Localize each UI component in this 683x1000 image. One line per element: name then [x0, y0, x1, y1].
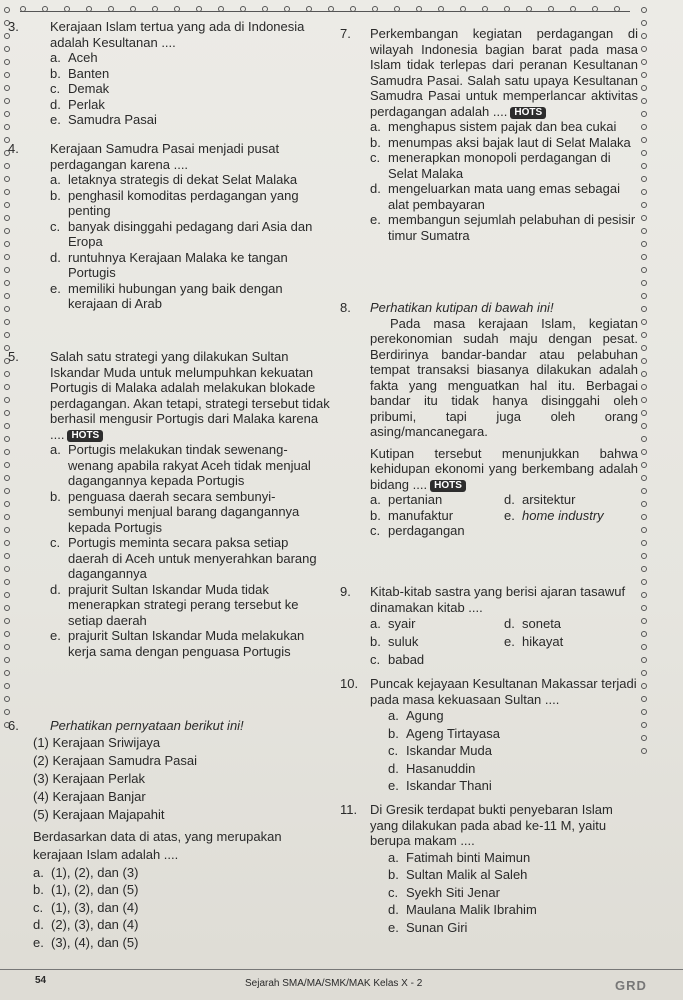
option-text: banyak disinggahi pedagang dari Asia dan Eropa [68, 218, 313, 249]
question-body: Salah satu strategi yang dilakukan Sultan Iskandar Muda untuk melumpuhkan kekuatan Portugis di Malaka adalah melakukan blokade perdagangan. Akan tetapi, strategi tersebut tidak berhasil mengusir Portugis dari Malaka karena .... [50, 349, 330, 442]
ring-dot [86, 6, 92, 12]
option-label: d. [50, 249, 61, 265]
option-text: Sultan Malik al Saleh [406, 867, 528, 882]
option[interactable] [8, 582, 330, 629]
question-number: 10. [340, 676, 359, 691]
question-body: Perkembangan kegiatan perdagangan di wilayah Indonesia bagian barat pada masa Islam tidak terlepas dari peranan Kesultanan Samudra Pasai. Salah satu upaya Kesultanan Samudra Pasai untuk memperlancar aktivitas perdagangan adalah .... [370, 26, 638, 119]
ring-dot [641, 202, 647, 208]
option[interactable] [388, 777, 638, 795]
option[interactable] [504, 492, 638, 508]
book-title: Sejarah SMA/MA/SMK/MAK Kelas X - 2 [245, 978, 423, 989]
option-text: syair [388, 616, 416, 631]
ring-dot [641, 72, 647, 78]
option-text: Sunan Giri [406, 919, 468, 935]
option-text: runtuhnya Kerajaan Malaka ke tangan Portugis [68, 249, 288, 280]
option-label: c. [388, 884, 399, 900]
ring-dot [641, 527, 647, 533]
footer-divider [0, 969, 683, 970]
option-text: Iskandar Muda [406, 743, 492, 758]
ring-dot [641, 748, 647, 754]
ring-dot [284, 6, 290, 12]
ring-dot [306, 6, 312, 12]
option-label: b. [33, 882, 44, 897]
option-label: e. [504, 507, 515, 523]
binding-rings-right [640, 0, 654, 754]
ring-dot [4, 332, 10, 338]
question-text: Perhatikan kutipan di bawah ini! [370, 300, 554, 315]
option-grid [370, 615, 638, 669]
passage: Pada masa kerajaan Islam, kegiatan perekonomian sudah maju dengan pesat. Berdirinya bandar-bandar atau pelabuhan tempat transaksi biasanya dilakukan adalah fakta yang menguatkan hal itu. Berbagai bandar itu tidak hanya disinggahi oleh pribumi, tapi juga oleh orang asing/mancanegara. [370, 315, 638, 439]
option[interactable] [8, 442, 330, 489]
prompt-text: Kutipan tersebut menunjukkan bahwa kehidupan ekonomi yang berkembang adalah bidang .... [370, 445, 638, 492]
option-label: b. [388, 867, 399, 882]
option-text: mengeluarkan mata uang emas sebagai alat pembayaran [388, 181, 620, 212]
ring-dot [641, 488, 647, 494]
option-text: memiliki hubungan yang baik dengan kerajaan di Arab [68, 280, 283, 311]
option[interactable] [8, 535, 330, 582]
option[interactable] [370, 615, 504, 633]
option[interactable] [504, 508, 638, 524]
question-text [50, 349, 330, 442]
ring-dot [641, 501, 647, 507]
option[interactable] [33, 916, 328, 934]
question-text: Puncak kejayaan Kesultanan Makassar terjadi pada masa kekuasaan Sultan .... [370, 676, 637, 707]
option-text: manufaktur [388, 507, 454, 523]
ring-dot [641, 241, 647, 247]
question-8 [340, 300, 638, 539]
ring-dot [641, 124, 647, 130]
option[interactable] [340, 212, 638, 243]
option-text: Perlak [68, 96, 105, 112]
option[interactable] [50, 81, 326, 97]
option[interactable] [388, 901, 640, 919]
option-label: a. [33, 864, 44, 880]
option[interactable] [50, 50, 326, 66]
ring-dot [4, 696, 10, 702]
question-number: 4. [8, 141, 19, 156]
ring-dot [108, 6, 114, 12]
ring-dot [262, 6, 268, 12]
ring-dot [641, 670, 647, 676]
ring-dot [641, 137, 647, 143]
ring-dot [614, 6, 620, 12]
option[interactable] [388, 919, 640, 937]
ring-dot [641, 85, 647, 91]
option-text: (1), (3), dan (4) [51, 899, 139, 915]
ring-dot [641, 228, 647, 234]
ring-dot [641, 332, 647, 338]
option-text: hikayat [522, 634, 564, 649]
question-11 [340, 802, 640, 936]
option-label: e. [388, 778, 399, 793]
ring-dot [641, 462, 647, 468]
option[interactable] [504, 615, 638, 633]
ring-dot [641, 267, 647, 273]
option-label: a. [50, 442, 61, 457]
option-label: a. [388, 849, 399, 865]
question-4 [8, 141, 328, 312]
ring-dot [641, 631, 647, 637]
option-label: d. [504, 616, 515, 631]
option-label: a. [50, 172, 61, 187]
ring-dot [416, 6, 422, 12]
option-text: arsitektur [522, 492, 576, 507]
option-text: Banten [68, 65, 110, 81]
option-text: menerapkan monopoli perdagangan di Selat Malaka [388, 150, 611, 181]
option-label: e. [33, 934, 44, 950]
ring-dot [218, 6, 224, 12]
option-label: a. [370, 492, 381, 507]
option-text: (1), (2), dan (3) [51, 864, 139, 880]
option-label: d. [33, 917, 44, 932]
option-label: d. [50, 96, 61, 112]
option-text: Hasanuddin [406, 760, 476, 776]
option[interactable] [33, 899, 328, 917]
ring-dot [641, 683, 647, 689]
ring-dot [641, 189, 647, 195]
option-text: Fatimah binti Maimun [406, 849, 531, 865]
ring-dot [152, 6, 158, 12]
option-label: d. [370, 181, 381, 196]
option-text: babad [388, 652, 425, 667]
ring-dot [641, 358, 647, 364]
ring-dot [641, 592, 647, 598]
option-list [33, 864, 328, 952]
option-label: c. [388, 743, 399, 758]
question-text: Di Gresik terdapat bukti penyebaran Islam yang dilakukan pada abad ke-11 M, yaitu berupa makam .... [370, 802, 613, 848]
ring-dot [641, 644, 647, 650]
option-text: soneta [522, 616, 562, 631]
ring-dot [641, 449, 647, 455]
ring-dot [641, 59, 647, 65]
option-label: a. [388, 708, 399, 723]
option[interactable] [8, 188, 328, 219]
ring-dot [641, 215, 647, 221]
ring-dot [641, 657, 647, 663]
option[interactable] [33, 881, 328, 899]
option-label: d. [388, 760, 399, 776]
option-label: d. [504, 492, 515, 507]
option-text: penghasil komoditas perdagangan yang penting [68, 187, 299, 218]
option[interactable] [340, 119, 638, 135]
option[interactable] [388, 742, 638, 760]
option-text: membangun sejumlah pelabuhan di pesisir timur Sumatra [388, 212, 636, 243]
option-text: prajurit Sultan Iskandar Muda melakukan kerja sama dengan penguasa Portugis [68, 628, 305, 659]
question-prompt [370, 446, 638, 493]
ring-dot [641, 696, 647, 702]
ring-dot [641, 423, 647, 429]
binding-rings-top [20, 6, 640, 16]
option[interactable] [8, 219, 328, 250]
option-text: menumpas aksi bajak laut di Selat Malaka [388, 134, 631, 150]
option-label: b. [50, 187, 61, 203]
question-text: Kitab-kitab sastra yang berisi ajaran tasawuf dinamakan kitab .... [370, 584, 626, 615]
option-label: a. [370, 616, 381, 631]
ring-dot [4, 7, 10, 13]
ring-dot [641, 176, 647, 182]
option-label: b. [388, 725, 399, 741]
option[interactable] [340, 181, 638, 212]
ring-dot [641, 514, 647, 520]
option[interactable] [388, 725, 638, 743]
ring-dot [174, 6, 180, 12]
question-text: Perhatikan pernyataan berikut ini! [50, 718, 244, 733]
option-label: c. [370, 523, 381, 538]
question-number: 8. [340, 300, 351, 315]
question-number: 11. [340, 802, 358, 817]
ring-dot [130, 6, 136, 12]
option[interactable] [8, 281, 328, 312]
ring-dot [641, 709, 647, 715]
option-text: Agung [406, 708, 444, 723]
ring-dot [504, 6, 510, 12]
option-label: c. [33, 899, 44, 915]
option[interactable] [33, 864, 328, 882]
ring-dot [641, 553, 647, 559]
option[interactable] [50, 66, 326, 82]
option-label: e. [388, 919, 399, 935]
option-text: Iskandar Thani [406, 778, 492, 793]
ring-dot [641, 397, 647, 403]
question-number: 5. [8, 349, 19, 364]
question-prompt: Berdasarkan data di atas, yang merupakan kerajaan Islam adalah .... [33, 828, 282, 862]
option-text: Syekh Siti Jenar [406, 884, 500, 900]
option[interactable] [8, 172, 328, 188]
option-text: letaknya strategis di dekat Selat Malaka [68, 172, 298, 187]
question-text: Kerajaan Islam tertua yang ada di Indonesia adalah Kesultanan .... [50, 19, 305, 50]
option[interactable] [50, 112, 326, 128]
ring-dot [641, 410, 647, 416]
option[interactable] [370, 492, 504, 508]
ring-dot [570, 6, 576, 12]
ring-dot [641, 7, 647, 13]
question-5 [8, 349, 330, 659]
option[interactable] [370, 651, 504, 669]
option-text: Portugis meminta secara paksa setiap daerah di Aceh untuk menyerahkan barang dagangannya [68, 535, 317, 581]
option-text: menghapus sistem pajak dan bea cukai [388, 119, 617, 134]
option-text: (1), (2), dan (5) [51, 882, 139, 897]
option[interactable] [388, 866, 640, 884]
question-number: 3. [8, 19, 19, 34]
ring-dot [641, 605, 647, 611]
ring-dot [372, 6, 378, 12]
ring-dot [328, 6, 334, 12]
option-label: a. [370, 119, 381, 134]
option[interactable] [50, 97, 326, 113]
page-number: 54 [35, 975, 47, 986]
hots-badge: HOTS [510, 107, 546, 119]
ring-dot [20, 6, 26, 12]
option-text: perdagangan [388, 523, 465, 538]
option[interactable] [388, 884, 640, 902]
option-text: prajurit Sultan Iskandar Muda tidak menerapkan strategi perang tersebut ke setiap daerah [68, 581, 299, 628]
ring-dot [548, 6, 554, 12]
option-label: e. [50, 628, 61, 643]
hots-badge: HOTS [430, 480, 466, 492]
option[interactable] [388, 707, 638, 725]
ring-dot [460, 6, 466, 12]
ring-dot [4, 683, 10, 689]
question-text: Kerajaan Samudra Pasai menjadi pusat perdagangan karena .... [50, 141, 280, 172]
option-text: pertanian [388, 492, 443, 507]
option-label: b. [370, 134, 381, 150]
ring-dot [641, 20, 647, 26]
ring-dot [641, 722, 647, 728]
ring-dot [641, 579, 647, 585]
option-text: penguasa daerah secara sembunyi-sembunyi menjual barang dagangannya kepada Portugis [68, 488, 300, 535]
option-list [388, 707, 638, 795]
option[interactable] [370, 633, 504, 651]
hots-badge: HOTS [67, 430, 103, 442]
option[interactable] [504, 633, 638, 651]
option-text: Maulana Malik Ibrahim [406, 902, 537, 917]
question-text [370, 26, 638, 119]
option-label: b. [50, 65, 61, 81]
ring-dot [641, 566, 647, 572]
option-label: b. [50, 488, 61, 504]
ring-dot [4, 670, 10, 676]
question-9 [340, 584, 638, 669]
ring-dot [641, 111, 647, 117]
statement: (4) Kerajaan Banjar [33, 788, 146, 804]
ring-dot [641, 475, 647, 481]
ring-dot [42, 6, 48, 12]
option[interactable] [8, 250, 328, 281]
option[interactable] [8, 628, 330, 659]
ring-dot [641, 46, 647, 52]
ring-dot [641, 735, 647, 741]
ring-dot [641, 98, 647, 104]
ring-dot [641, 618, 647, 624]
ring-dot [641, 306, 647, 312]
ring-dot [641, 319, 647, 325]
option-text: Portugis melakukan tindak sewenang-wenang apabila rakyat Aceh tidak menjual dagangannya kepada Portugis [68, 442, 311, 488]
option-label: c. [50, 218, 61, 234]
option-text: (2), (3), dan (4) [51, 917, 139, 932]
ring-dot [64, 6, 70, 12]
option-label: e. [50, 112, 61, 127]
publisher-logo: GRD [615, 978, 647, 993]
ring-dot [394, 6, 400, 12]
option-text: (3), (4), dan (5) [51, 934, 139, 950]
option[interactable] [8, 489, 330, 536]
option-label: b. [370, 634, 381, 649]
ring-dot [641, 540, 647, 546]
ring-dot [4, 709, 10, 715]
option-text: suluk [388, 634, 419, 649]
question-number: 9. [340, 584, 351, 599]
option[interactable] [370, 523, 504, 539]
option-label: b. [370, 507, 381, 523]
option-label: c. [370, 150, 381, 165]
option[interactable] [33, 934, 328, 952]
statement: (5) Kerajaan Majapahit [33, 806, 165, 822]
ring-dot [641, 33, 647, 39]
ring-dot [240, 6, 246, 12]
option-label: c. [50, 81, 61, 96]
option-label: e. [50, 280, 61, 296]
option[interactable] [388, 849, 640, 867]
ring-dot [641, 384, 647, 390]
question-6 [8, 718, 328, 951]
option[interactable] [370, 508, 504, 524]
option-label: e. [370, 212, 381, 227]
option-text: Samudra Pasai [68, 112, 157, 127]
option-text: home industry [522, 507, 604, 523]
option-label: d. [388, 902, 399, 917]
statement: (2) Kerajaan Samudra Pasai [33, 752, 198, 768]
ring-dot [641, 371, 647, 377]
option-list [388, 849, 640, 937]
option-label: c. [370, 652, 381, 667]
option-text: Ageng Tirtayasa [406, 725, 500, 741]
ring-dot [641, 436, 647, 442]
ring-dot [482, 6, 488, 12]
question-7 [340, 26, 638, 243]
statement-list [33, 734, 328, 864]
option-label: e. [504, 634, 515, 649]
ring-dot [641, 280, 647, 286]
option-label: c. [50, 535, 61, 550]
ring-dot [526, 6, 532, 12]
question-number: 7. [340, 26, 351, 41]
option[interactable] [388, 760, 638, 778]
statement: (1) Kerajaan Sriwijaya [33, 734, 161, 750]
ring-dot [350, 6, 356, 12]
option[interactable] [340, 135, 638, 151]
option[interactable] [340, 150, 638, 181]
option-text: Aceh [68, 50, 98, 65]
ring-dot [592, 6, 598, 12]
option-text: Demak [68, 81, 110, 96]
question-3 [8, 19, 326, 128]
ring-dot [641, 150, 647, 156]
option-label: d. [50, 581, 61, 597]
ring-dot [641, 345, 647, 351]
ring-dot [641, 254, 647, 260]
statement: (3) Kerajaan Perlak [33, 770, 145, 786]
ring-dot [641, 163, 647, 169]
ring-dot [438, 6, 444, 12]
ring-dot [196, 6, 202, 12]
question-number: 6. [8, 718, 19, 733]
ring-dot [4, 319, 10, 325]
question-10 [340, 676, 638, 795]
option-grid [370, 492, 638, 539]
ring-dot [641, 293, 647, 299]
option-label: a. [50, 50, 61, 65]
